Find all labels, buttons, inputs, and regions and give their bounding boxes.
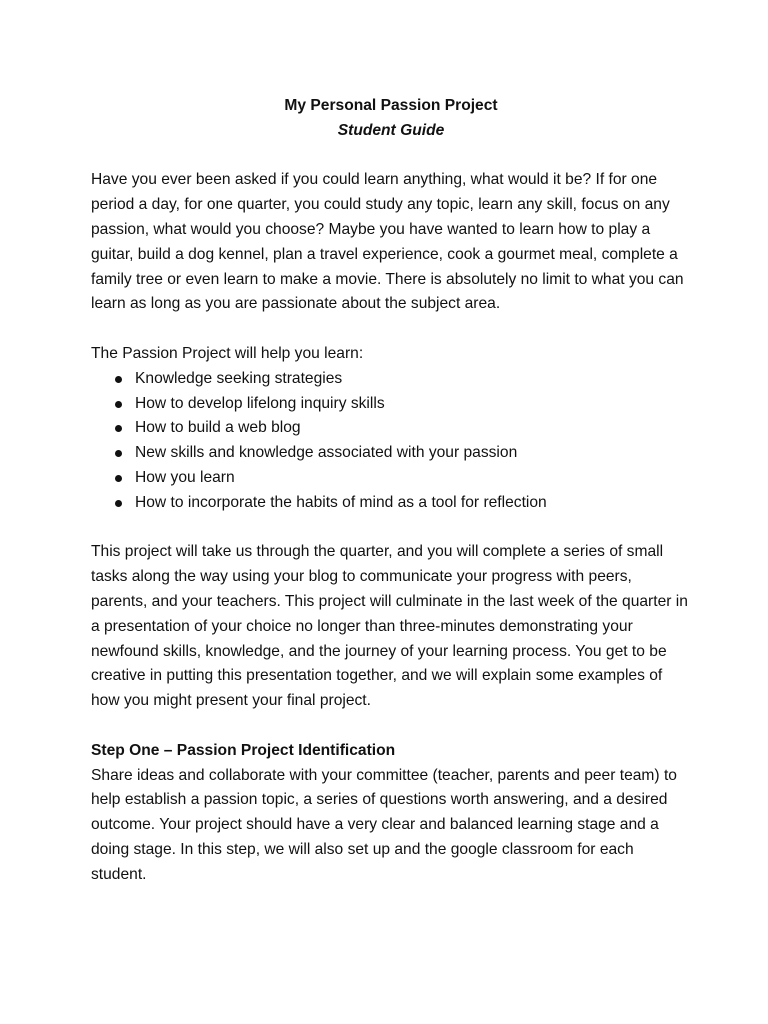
spacer bbox=[91, 516, 691, 541]
list-item-text: Knowledge seeking strategies bbox=[135, 369, 343, 387]
step-one-body: Share ideas and collaborate with your committee (teacher, parents and peer team) to help establish a passion topic, a series of questions worth answering, and a desired outcome. Your project should have a very clear and balanced learning stage and a doing stage. In this step, we will also set up and the google classroom for each student. bbox=[91, 766, 677, 883]
bullet-icon bbox=[115, 500, 122, 507]
list-intro: The Passion Project will help you learn: bbox=[91, 344, 364, 362]
list-item bbox=[111, 367, 691, 392]
bullet-icon bbox=[115, 450, 122, 457]
list-item-text: How you learn bbox=[135, 468, 235, 486]
list-item bbox=[111, 416, 691, 441]
list-item-text: How to develop lifelong inquiry skills bbox=[135, 394, 385, 412]
project-paragraph: This project will take us through the quarter, and you will complete a series of small tasks along the way using your blog to communicate your progress with peers, parents, and your teachers. This project will culminate in the last week of the quarter in a presentation of your choice no longer than three-minutes demonstrating your newfound skills, knowledge, and the journey of your learning process. You get to be creative in putting this presentation together, and we will explain some examples of how you might present your final project. bbox=[91, 543, 688, 710]
bullet-icon bbox=[115, 425, 122, 432]
list-item bbox=[111, 491, 691, 516]
bullet-icon bbox=[115, 376, 122, 383]
list-item-text: New skills and knowledge associated with your passion bbox=[135, 444, 518, 462]
list-item bbox=[111, 441, 691, 466]
spacer bbox=[91, 317, 691, 342]
intro-paragraph: Have you ever been asked if you could learn anything, what would it be? If for one period a day, for one quarter, you could study any topic, learn any skill, focus on any passion, what would you choose? Maybe you have wanted to learn how to play a guitar, build a dog kennel, plan a travel experience, cook a gourmet meal, complete a family tree or even learn to make a movie. There is absolutely no limit to what you can learn as long as you are passionate about the subject area. bbox=[91, 171, 684, 313]
spacer bbox=[91, 144, 691, 169]
step-one-heading: Step One – Passion Project Identification bbox=[91, 741, 396, 759]
list-item bbox=[111, 466, 691, 491]
learning-list bbox=[91, 367, 691, 516]
document-title: My Personal Passion Project bbox=[284, 97, 498, 114]
bullet-icon bbox=[115, 401, 122, 408]
list-item-text: How to build a web blog bbox=[135, 419, 301, 437]
document-content bbox=[91, 94, 691, 888]
list-item bbox=[111, 392, 691, 417]
list-item-text: How to incorporate the habits of mind as a tool for reflection bbox=[135, 493, 547, 511]
bullet-icon bbox=[115, 475, 122, 482]
spacer bbox=[91, 714, 691, 739]
document-subtitle: Student Guide bbox=[337, 121, 445, 139]
